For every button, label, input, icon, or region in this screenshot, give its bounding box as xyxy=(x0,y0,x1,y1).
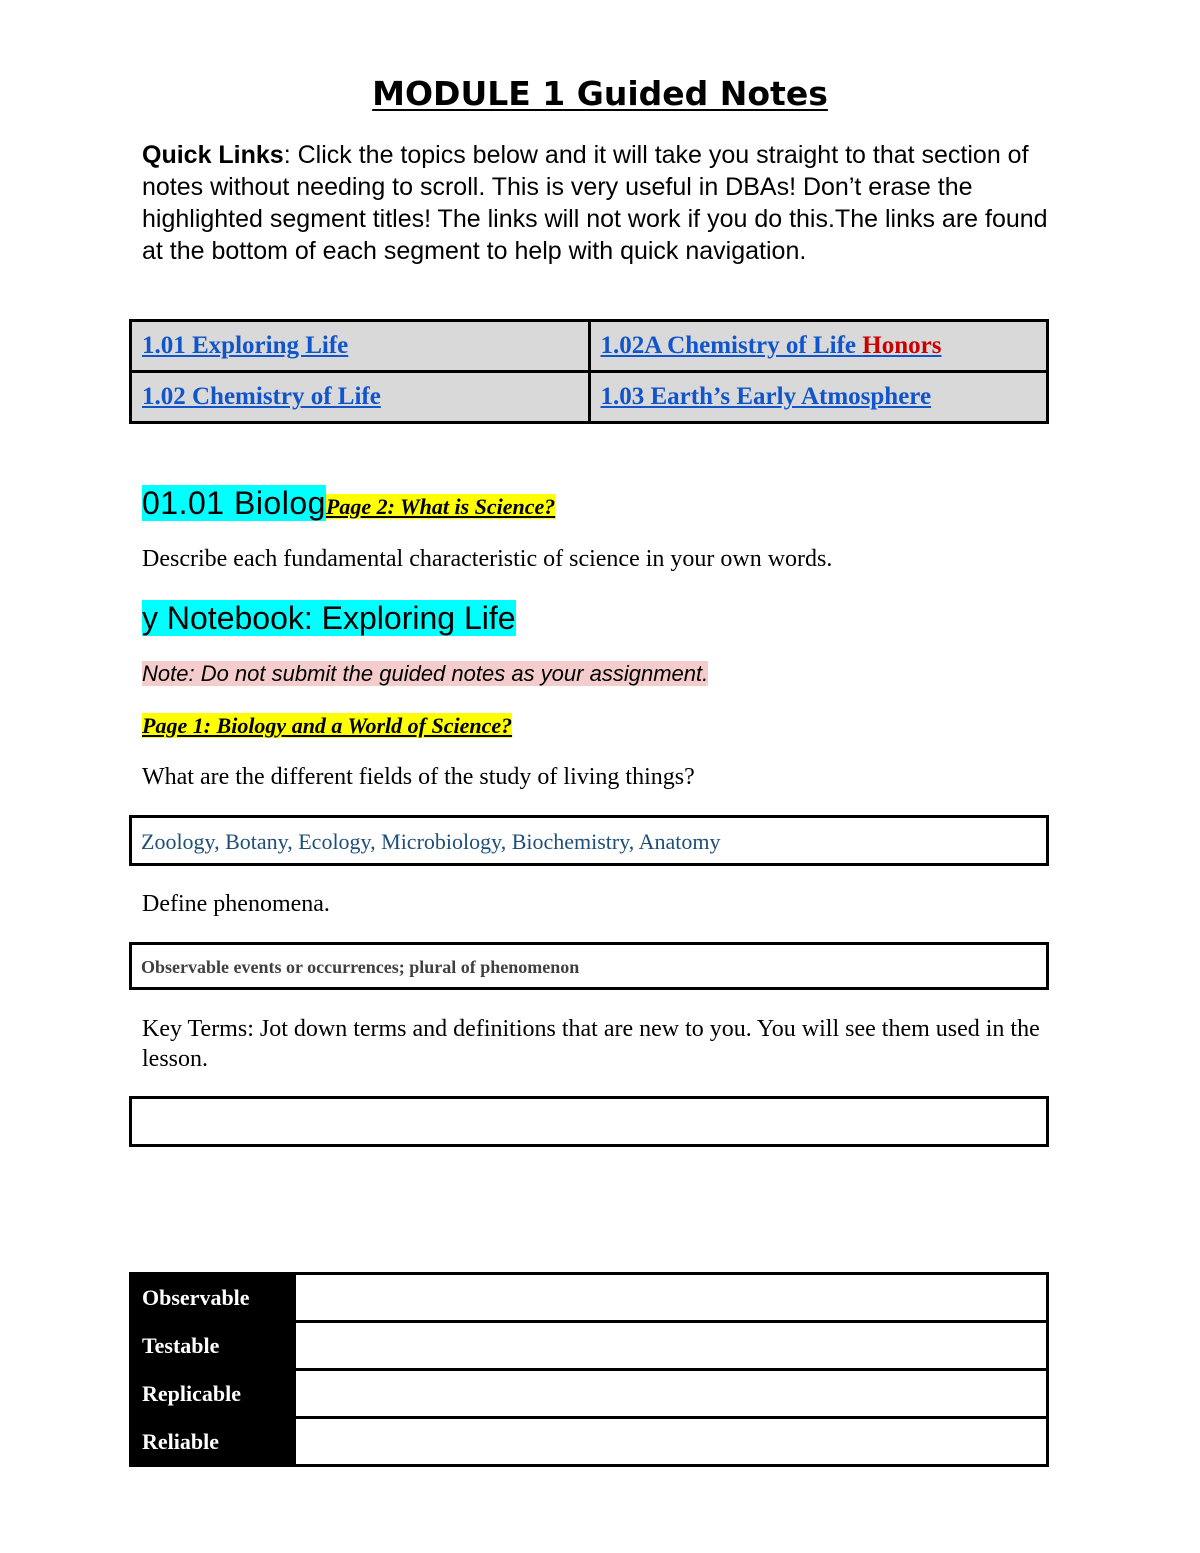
page1-label-text: Page 1: Biology and a World of Science? xyxy=(142,713,513,738)
note-text: Note: Do not submit the guided notes as your assignment. xyxy=(142,661,709,686)
quick-links-table xyxy=(129,319,1049,424)
quick-links-label: Quick Links xyxy=(142,141,284,169)
fields-answer: Zoology, Botany, Ecology, Microbiology, Biochemistry, Anatomy xyxy=(141,829,721,854)
table-row xyxy=(131,1322,1048,1370)
link-label: 1.02A Chemistry of Life xyxy=(600,332,857,359)
trait-answer-cell[interactable] xyxy=(295,1418,1048,1466)
note xyxy=(142,660,708,688)
section-heading-continued xyxy=(142,598,516,638)
science-traits-table xyxy=(129,1272,1049,1467)
page-title: MODULE 1 Guided Notes xyxy=(372,74,828,113)
link-cell xyxy=(131,372,590,423)
link-cell xyxy=(589,321,1048,372)
section-heading-part2: y Notebook: Exploring Life xyxy=(142,600,516,636)
section-heading-part1: 01.01 Biolog xyxy=(142,485,326,521)
link-cell xyxy=(131,321,590,372)
key-terms-prompt: Key Terms: Jot down terms and definitions that are new to you. You will see them used in the lesson. xyxy=(142,1016,1040,1072)
phenomena-answer-box[interactable] xyxy=(129,942,1049,990)
table-row xyxy=(131,1370,1048,1418)
table-row xyxy=(131,321,1048,372)
page2-label: Page 2: What is Science? xyxy=(325,494,556,519)
page1-label xyxy=(142,712,512,740)
table-row xyxy=(131,372,1048,423)
phenomena-answer: Observable events or occurrences; plural of phenomenon xyxy=(141,957,580,977)
fields-answer-box[interactable] xyxy=(129,815,1049,866)
describe-prompt: Describe each fundamental characteristic of science in your own words. xyxy=(142,546,833,572)
trait-label: Replicable xyxy=(131,1370,295,1418)
trait-label: Testable xyxy=(131,1322,295,1370)
link-cell xyxy=(589,372,1048,423)
key-terms-answer-box[interactable] xyxy=(129,1096,1049,1147)
link-1-01-exploring-life[interactable]: 1.01 Exploring Life xyxy=(142,332,349,359)
section-heading xyxy=(142,484,555,526)
link-1-02a-chemistry-of-life[interactable] xyxy=(601,332,942,359)
trait-answer-cell[interactable] xyxy=(295,1370,1048,1418)
quick-links-paragraph xyxy=(142,139,1072,267)
fields-question: What are the different fields of the study of living things? xyxy=(142,764,695,790)
trait-label: Reliable xyxy=(131,1418,295,1466)
quick-links-text: : Click the topics below and it will take you straight to that section of notes without needing to scroll. This is very useful in DBAs! Don’t erase the highlighted segment titles! The links will not work if you do this.The links are found at the bottom of each segment to help with quick navigation. xyxy=(142,141,1048,265)
link-1-02-chemistry-of-life[interactable]: 1.02 Chemistry of Life xyxy=(142,383,381,410)
honors-badge: Honors xyxy=(862,332,942,359)
table-row xyxy=(131,1274,1048,1322)
trait-label: Observable xyxy=(131,1274,295,1322)
trait-answer-cell[interactable] xyxy=(295,1274,1048,1322)
trait-answer-cell[interactable] xyxy=(295,1322,1048,1370)
table-row xyxy=(131,1418,1048,1466)
link-1-03-earths-early-atmosphere[interactable]: 1.03 Earth’s Early Atmosphere xyxy=(600,383,932,410)
define-question: Define phenomena. xyxy=(142,891,330,917)
